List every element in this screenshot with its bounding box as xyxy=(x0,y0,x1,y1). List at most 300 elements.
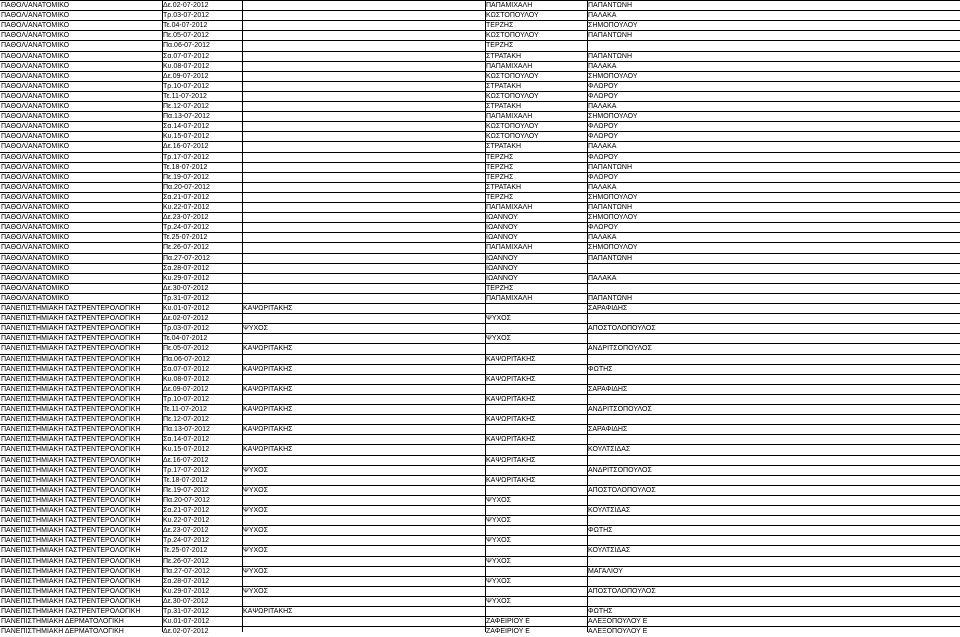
doctor-b-cell: ΚΑΨΩΡΙΤΑΚΗΣ xyxy=(486,416,536,424)
clinic-cell: ΠΑΘΟΛ/ΑΝΑΤΟΜΙΚΟ xyxy=(1,173,70,181)
clinic-cell: ΠΑΘΟΛ/ΑΝΑΤΟΜΙΚΟ xyxy=(1,32,70,40)
date-cell: Τε.11-07-2012 xyxy=(163,92,207,100)
date-cell: Κυ.29-07-2012 xyxy=(163,274,210,282)
doctor-b-cell: ΙΩΑΝΝΟΥ xyxy=(486,234,518,242)
doctor-b-cell: ΨΥΧΟΣ xyxy=(486,315,511,323)
date-cell: Δε.09-07-2012 xyxy=(163,385,209,393)
doctor-a-cell: ΚΑΨΩΡΙΤΑΚΗΣ xyxy=(243,365,293,373)
table-row xyxy=(0,152,960,162)
doctor-a-cell: ΨΥΧΟΣ xyxy=(243,466,268,474)
table-row xyxy=(0,404,960,414)
table-row xyxy=(0,505,960,515)
table-row xyxy=(0,162,960,172)
clinic-cell: ΠΑΘΟΛ/ΑΝΑΤΟΜΙΚΟ xyxy=(1,254,70,262)
date-cell: Πε.26-07-2012 xyxy=(163,244,209,252)
table-row xyxy=(0,525,960,535)
table-row xyxy=(0,222,960,232)
doctor-c-cell: ΦΛΩΡΟΥ xyxy=(588,92,619,100)
doctor-b-cell: ΚΩΣΤΟΠΟΥΛΟΥ xyxy=(486,92,539,100)
doctor-b-cell: ΨΥΧΟΣ xyxy=(486,335,511,343)
table-row xyxy=(0,283,960,293)
clinic-cell: ΠΑΘΟΛ/ΑΝΑΤΟΜΙΚΟ xyxy=(1,12,70,20)
doctor-c-cell: ΣΗΜΟΠΟΥΛΟΥ xyxy=(588,244,638,252)
clinic-cell: ΠΑΝΕΠΙΣΤΗΜΙΑΚΗ ΓΑΣΤΡΕΝΤΕΡΟΛΟΓΙΚΗ xyxy=(1,406,141,413)
doctor-b-cell: ΣΤΡΑΤΑΚΗ xyxy=(486,82,522,90)
clinic-cell: ΠΑΘΟΛ/ΑΝΑΤΟΜΙΚΟ xyxy=(1,224,70,232)
date-cell: Κυ.01-07-2012 xyxy=(163,305,210,312)
column-divider-doctor-a xyxy=(242,0,243,632)
clinic-cell: ΠΑΝΕΠΙΣΤΗΜΙΑΚΗ ΓΑΣΤΡΕΝΤΕΡΟΛΟΓΙΚΗ xyxy=(1,597,141,605)
clinic-cell: ΠΑΝΕΠΙΣΤΗΜΙΑΚΗ ΓΑΣΤΡΕΝΤΕΡΟΛΟΓΙΚΗ xyxy=(1,577,141,585)
doctor-b-cell: ΙΩΑΝΝΟΥ xyxy=(486,214,518,222)
clinic-cell: ΠΑΝΕΠΙΣΤΗΜΙΑΚΗ ΓΑΣΤΡΕΝΤΕΡΟΛΟΓΙΚΗ xyxy=(1,456,141,464)
clinic-cell: ΠΑΝΕΠΙΣΤΗΜΙΑΚΗ ΓΑΣΤΡΕΝΤΕΡΟΛΟΓΙΚΗ xyxy=(1,466,141,474)
clinic-cell: ΠΑΝΕΠΙΣΤΗΜΙΑΚΗ ΓΑΣΤΡΕΝΤΕΡΟΛΟΓΙΚΗ xyxy=(1,446,141,454)
clinic-cell: ΠΑΘΟΛ/ΑΝΑΤΟΜΙΚΟ xyxy=(1,244,70,252)
table-row xyxy=(0,475,960,485)
doctor-a-cell: ΚΑΨΩΡΙΤΑΚΗΣ xyxy=(243,345,293,353)
clinic-cell: ΠΑΘΟΛ/ΑΝΑΤΟΜΙΚΟ xyxy=(1,133,70,141)
doctor-c-cell: ΠΑΠΑΝΤΩΝΗ xyxy=(588,254,632,262)
doctor-c-cell: ΦΛΩΡΟΥ xyxy=(588,133,619,141)
doctor-b-cell: ΙΩΑΝΝΟΥ xyxy=(486,224,518,232)
doctor-c-cell: ΚΟΥΛΤΣΙΔΑΣ xyxy=(588,547,631,555)
doctor-b-cell: ΣΤΡΑΤΑΚΗ xyxy=(486,183,522,191)
clinic-cell: ΠΑΘΟΛ/ΑΝΑΤΟΜΙΚΟ xyxy=(1,264,70,272)
table-row xyxy=(0,51,960,61)
doctor-c-cell: ΑΠΟΣΤΟΛΟΠΟΥΛΟΣ xyxy=(588,486,656,494)
doctor-a-cell: ΨΥΧΟΣ xyxy=(243,325,268,333)
date-cell: Δε.16-07-2012 xyxy=(163,143,209,151)
date-cell: Πε.12-07-2012 xyxy=(163,103,209,110)
doctor-b-cell: ΚΩΣΤΟΠΟΥΛΟΥ xyxy=(486,133,539,141)
doctor-b-cell: ΨΥΧΟΣ xyxy=(486,557,511,565)
clinic-cell: ΠΑΝΕΠΙΣΤΗΜΙΑΚΗ ΓΑΣΤΡΕΝΤΕΡΟΛΟΓΙΚΗ xyxy=(1,395,141,403)
doctor-b-cell: ΚΩΣΤΟΠΟΥΛΟΥ xyxy=(486,72,539,80)
doctor-c-cell: ΠΑΛΑΚΑ xyxy=(588,103,617,110)
doctor-c-cell: ΚΟΥΛΤΣΙΔΑΣ xyxy=(588,507,631,514)
doctor-b-cell: ΨΥΧΟΣ xyxy=(486,597,511,605)
table-row xyxy=(0,202,960,212)
doctor-b-cell: ΚΩΣΤΟΠΟΥΛΟΥ xyxy=(486,123,539,131)
clinic-cell: ΠΑΝΕΠΙΣΤΗΜΙΑΚΗ ΓΑΣΤΡΕΝΤΕΡΟΛΟΓΙΚΗ xyxy=(1,385,141,393)
table-row xyxy=(0,354,960,364)
date-cell: Κυ.08-07-2012 xyxy=(163,375,210,383)
doctor-b-cell: ΨΥΧΟΣ xyxy=(486,537,511,545)
date-cell: Πε.12-07-2012 xyxy=(163,416,209,424)
date-cell: Κυ.22-07-2012 xyxy=(163,204,210,211)
doctor-b-cell: ΖΑΦΕΙΡΙΟΥ Ε xyxy=(486,628,530,636)
table-row xyxy=(0,343,960,353)
doctor-c-cell: ΣΑΡΑΦΙΔΗΣ xyxy=(588,426,628,434)
clinic-cell: ΠΑΝΕΠΙΣΤΗΜΙΑΚΗ ΓΑΣΤΡΕΝΤΕΡΟΛΟΓΙΚΗ xyxy=(1,315,141,323)
doctor-b-cell: ΤΕΡΖΗΣ xyxy=(486,22,514,30)
doctor-c-cell: ΠΑΠΑΝΤΩΝΗ xyxy=(588,163,632,171)
table-row xyxy=(0,495,960,505)
date-cell: Πα.27-07-2012 xyxy=(163,567,210,575)
column-divider-doctor-c xyxy=(587,0,588,632)
date-cell: Σα.14-07-2012 xyxy=(163,436,210,444)
clinic-cell: ΠΑΘΟΛ/ΑΝΑΤΟΜΙΚΟ xyxy=(1,22,70,30)
doctor-c-cell: ΣΑΡΑΦΙΔΗΣ xyxy=(588,305,628,312)
table-row xyxy=(0,71,960,81)
doctor-b-cell: ΠΑΠΑΜΙΧΑΛΗ xyxy=(486,113,533,121)
table-row xyxy=(0,535,960,545)
table-row xyxy=(0,10,960,20)
column-divider-date xyxy=(162,0,163,632)
doctor-c-cell: ΑΠΟΣΤΟΛΟΠΟΥΛΟΣ xyxy=(588,587,656,595)
clinic-cell: ΠΑΝΕΠΙΣΤΗΜΙΑΚΗ ΓΑΣΤΡΕΝΤΕΡΟΛΟΓΙΚΗ xyxy=(1,426,141,434)
table-row xyxy=(0,303,960,313)
date-cell: Τε.25-07-2012 xyxy=(163,234,208,242)
clinic-cell: ΠΑΝΕΠΙΣΤΗΜΙΑΚΗ ΓΑΣΤΡΕΝΤΕΡΟΛΟΓΙΚΗ xyxy=(1,547,141,555)
date-cell: Δε.30-07-2012 xyxy=(163,284,209,292)
date-cell: Δε.30-07-2012 xyxy=(163,597,209,605)
doctor-b-cell: ΠΑΠΑΜΙΧΑΛΗ xyxy=(486,2,533,9)
clinic-cell: ΠΑΝΕΠΙΣΤΗΜΙΑΚΗ ΓΑΣΤΡΕΝΤΕΡΟΛΟΓΙΚΗ xyxy=(1,486,141,494)
clinic-cell: ΠΑΘΟΛ/ΑΝΑΤΟΜΙΚΟ xyxy=(1,284,70,292)
doctor-c-cell: ΠΑΠΑΝΤΩΝΗ xyxy=(588,32,632,40)
doctor-c-cell: ΦΛΩΡΟΥ xyxy=(588,173,619,181)
table-row xyxy=(0,576,960,586)
clinic-cell: ΠΑΝΕΠΙΣΤΗΜΙΑΚΗ ΓΑΣΤΡΕΝΤΕΡΟΛΟΓΙΚΗ xyxy=(1,335,141,343)
table-row xyxy=(0,131,960,141)
clinic-cell: ΠΑΘΟΛ/ΑΝΑΤΟΜΙΚΟ xyxy=(1,62,70,70)
doctor-b-cell: ΨΥΧΟΣ xyxy=(486,577,511,585)
doctor-a-cell: ΚΑΨΩΡΙΤΑΚΗΣ xyxy=(243,385,293,393)
clinic-cell: ΠΑΘΟΛ/ΑΝΑΤΟΜΙΚΟ xyxy=(1,234,70,242)
table-row xyxy=(0,485,960,495)
table-row xyxy=(0,465,960,475)
date-cell: Κυ.08-07-2012 xyxy=(163,62,210,70)
table-row xyxy=(0,273,960,283)
doctor-c-cell: ΠΑΠΑΝΤΩΝΗ xyxy=(588,204,632,211)
doctor-c-cell: ΦΛΩΡΟΥ xyxy=(588,123,619,131)
clinic-cell: ΠΑΝΕΠΙΣΤΗΜΙΑΚΗ ΓΑΣΤΡΕΝΤΕΡΟΛΟΓΙΚΗ xyxy=(1,517,141,525)
clinic-cell: ΠΑΝΕΠΙΣΤΗΜΙΑΚΗ ΓΑΣΤΡΕΝΤΕΡΟΛΟΓΙΚΗ xyxy=(1,496,141,504)
table-row xyxy=(0,91,960,101)
clinic-cell: ΠΑΘΟΛ/ΑΝΑΤΟΜΙΚΟ xyxy=(1,163,70,171)
clinic-cell: ΠΑΘΟΛ/ΑΝΑΤΟΜΙΚΟ xyxy=(1,113,70,121)
doctor-b-cell: ΣΤΡΑΤΑΚΗ xyxy=(486,52,522,60)
doctor-b-cell: ΤΕΡΖΗΣ xyxy=(486,153,514,161)
doctor-b-cell: ΤΕΡΖΗΣ xyxy=(486,42,514,50)
doctor-c-cell: ΑΝΔΡΙΤΣΟΠΟΥΛΟΣ xyxy=(588,466,652,474)
table-row xyxy=(0,101,960,111)
table-row xyxy=(0,0,960,10)
table-row xyxy=(0,323,960,333)
doctor-b-cell: ΙΩΑΝΝΟΥ xyxy=(486,274,518,282)
clinic-cell: ΠΑΝΕΠΙΣΤΗΜΙΑΚΗ ΓΑΣΤΡΕΝΤΕΡΟΛΟΓΙΚΗ xyxy=(1,608,141,615)
doctor-c-cell: ΠΑΛΑΚΑ xyxy=(588,62,617,70)
clinic-cell: ΠΑΘΟΛ/ΑΝΑΤΟΜΙΚΟ xyxy=(1,183,70,191)
clinic-cell: ΠΑΝΕΠΙΣΤΗΜΙΑΚΗ ΓΑΣΤΡΕΝΤΕΡΟΛΟΓΙΚΗ xyxy=(1,305,141,312)
clinic-cell: ΠΑΝΕΠΙΣΤΗΜΙΑΚΗ ΓΑΣΤΡΕΝΤΕΡΟΛΟΓΙΚΗ xyxy=(1,527,141,535)
table-row xyxy=(0,61,960,71)
clinic-cell: ΠΑΘΟΛ/ΑΝΑΤΟΜΙΚΟ xyxy=(1,274,70,282)
doctor-c-cell: ΦΩΤΗΣ xyxy=(588,365,613,373)
date-cell: Τε.18-07-2012 xyxy=(163,163,208,171)
clinic-cell: ΠΑΝΕΠΙΣΤΗΜΙΑΚΗ ΓΑΣΤΡΕΝΤΕΡΟΛΟΓΙΚΗ xyxy=(1,537,141,545)
clinic-cell: ΠΑΘΟΛ/ΑΝΑΤΟΜΙΚΟ xyxy=(1,42,70,50)
date-cell: Πα.27-07-2012 xyxy=(163,254,210,262)
clinic-cell: ΠΑΝΕΠΙΣΤΗΜΙΑΚΗ ΓΑΣΤΡΕΝΤΕΡΟΛΟΓΙΚΗ xyxy=(1,365,141,373)
date-cell: Σα.28-07-2012 xyxy=(163,264,210,272)
clinic-cell: ΠΑΘΟΛ/ΑΝΑΤΟΜΙΚΟ xyxy=(1,82,70,90)
table-row xyxy=(0,141,960,151)
doctor-c-cell: ΦΛΩΡΟΥ xyxy=(588,224,619,232)
doctor-b-cell: ΠΑΠΑΜΙΧΑΛΗ xyxy=(486,244,533,252)
doctor-a-cell: ΨΥΧΟΣ xyxy=(243,587,268,595)
table-row xyxy=(0,394,960,404)
table-row xyxy=(0,545,960,555)
clinic-cell: ΠΑΝΕΠΙΣΤΗΜΙΑΚΗ ΓΑΣΤΡΕΝΤΕΡΟΛΟΓΙΚΗ xyxy=(1,587,141,595)
clinic-cell: ΠΑΘΟΛ/ΑΝΑΤΟΜΙΚΟ xyxy=(1,214,70,222)
date-cell: Δε.02-07-2012 xyxy=(163,2,209,9)
doctor-b-cell: ΚΩΣΤΟΠΟΥΛΟΥ xyxy=(486,12,539,20)
table-row xyxy=(0,515,960,525)
doctor-c-cell: ΚΟΥΛΤΣΙΔΑΣ xyxy=(588,446,631,454)
column-divider-doctor-b xyxy=(485,0,486,632)
date-cell: Κυ.01-07-2012 xyxy=(163,618,210,626)
doctor-b-cell: ΠΑΠΑΜΙΧΑΛΗ xyxy=(486,294,533,302)
clinic-cell: ΠΑΝΕΠΙΣΤΗΜΙΑΚΗ ΓΑΣΤΡΕΝΤΕΡΟΛΟΓΙΚΗ xyxy=(1,325,141,333)
table-row xyxy=(0,566,960,576)
doctor-b-cell: ΠΑΠΑΜΙΧΑΛΗ xyxy=(486,62,533,70)
date-cell: Σα.28-07-2012 xyxy=(163,577,210,585)
date-cell: Τρ.24-07-2012 xyxy=(163,224,210,232)
doctor-b-cell: ΚΑΨΩΡΙΤΑΚΗΣ xyxy=(486,375,536,383)
date-cell: Τρ.24-07-2012 xyxy=(163,537,210,545)
date-cell: Τρ.10-07-2012 xyxy=(163,395,210,403)
date-cell: Δε.09-07-2012 xyxy=(163,72,209,80)
doctor-c-cell: ΠΑΛΑΚΑ xyxy=(588,183,617,191)
doctor-c-cell: ΑΝΔΡΙΤΣΟΠΟΥΛΟΣ xyxy=(588,406,652,413)
table-row xyxy=(0,414,960,424)
clinic-cell: ΠΑΝΕΠΙΣΤΗΜΙΑΚΗ ΓΑΣΤΡΕΝΤΕΡΟΛΟΓΙΚΗ xyxy=(1,355,141,363)
table-row xyxy=(0,606,960,616)
doctor-b-cell: ΙΩΑΝΝΟΥ xyxy=(486,254,518,262)
table-row xyxy=(0,384,960,394)
doctor-c-cell: ΑΝΔΡΙΤΣΟΠΟΥΛΟΣ xyxy=(588,345,652,353)
table-row xyxy=(0,596,960,606)
doctor-c-cell: ΠΑΛΑΚΑ xyxy=(588,234,617,242)
date-cell: Σα.07-07-2012 xyxy=(163,52,210,60)
date-cell: Πε.19-07-2012 xyxy=(163,173,209,181)
date-cell: Δε.23-07-2012 xyxy=(163,214,209,222)
date-cell: Δε.02-07-2012 xyxy=(163,315,209,323)
doctor-c-cell: ΠΑΛΑΚΑ xyxy=(588,12,617,20)
doctor-c-cell: ΣΗΜΟΠΟΥΛΟΥ xyxy=(588,214,638,222)
doctor-b-cell: ΠΑΠΑΜΙΧΑΛΗ xyxy=(486,204,533,211)
table-row xyxy=(0,20,960,30)
doctor-c-cell: ΣΗΜΟΠΟΥΛΟΥ xyxy=(588,22,638,30)
table-row xyxy=(0,364,960,374)
doctor-a-cell: ΨΥΧΟΣ xyxy=(243,486,268,494)
date-cell: Σα.07-07-2012 xyxy=(163,365,210,373)
date-cell: Δε.16-07-2012 xyxy=(163,456,209,464)
doctor-c-cell: ΠΑΠΑΝΤΩΝΗ xyxy=(588,294,632,302)
date-cell: Τρ.03-07-2012 xyxy=(163,325,210,333)
date-cell: Τρ.17-07-2012 xyxy=(163,466,210,474)
date-cell: Πα.20-07-2012 xyxy=(163,183,210,191)
clinic-cell: ΠΑΘΟΛ/ΑΝΑΤΟΜΙΚΟ xyxy=(1,123,70,131)
clinic-cell: ΠΑΘΟΛ/ΑΝΑΤΟΜΙΚΟ xyxy=(1,204,70,211)
table-row xyxy=(0,616,960,626)
doctor-b-cell: ΤΕΡΖΗΣ xyxy=(486,193,514,201)
date-cell: Τρ.17-07-2012 xyxy=(163,153,210,161)
clinic-cell: ΠΑΝΕΠΙΣΤΗΜΙΑΚΗ ΓΑΣΤΡΕΝΤΕΡΟΛΟΓΙΚΗ xyxy=(1,476,141,484)
table-row xyxy=(0,333,960,343)
date-cell: Πα.06-07-2012 xyxy=(163,42,210,50)
table-row xyxy=(0,212,960,222)
doctor-c-cell: ΦΩΤΗΣ xyxy=(588,608,613,615)
table-row xyxy=(0,40,960,50)
clinic-cell: ΠΑΘΟΛ/ΑΝΑΤΟΜΙΚΟ xyxy=(1,92,70,100)
doctor-c-cell: ΠΑΛΑΚΑ xyxy=(588,274,617,282)
doctor-b-cell: ΚΑΨΩΡΙΤΑΚΗΣ xyxy=(486,395,536,403)
date-cell: Τρ.03-07-2012 xyxy=(163,12,210,20)
date-cell: Τε.18-07-2012 xyxy=(163,476,208,484)
clinic-cell: ΠΑΘΟΛ/ΑΝΑΤΟΜΙΚΟ xyxy=(1,52,70,60)
table-row xyxy=(0,444,960,454)
doctor-c-cell: ΣΗΜΟΠΟΥΛΟΥ xyxy=(588,72,638,80)
date-cell: Πα.20-07-2012 xyxy=(163,496,210,504)
date-cell: Τε.04-07-2012 xyxy=(163,22,208,30)
date-cell: Δε.23-07-2012 xyxy=(163,527,209,535)
table-row xyxy=(0,121,960,131)
date-cell: Σα.14-07-2012 xyxy=(163,123,210,131)
clinic-cell: ΠΑΘΟΛ/ΑΝΑΤΟΜΙΚΟ xyxy=(1,294,70,302)
date-cell: Πε.19-07-2012 xyxy=(163,486,209,494)
table-row xyxy=(0,374,960,384)
table-row xyxy=(0,586,960,596)
doctor-b-cell: ΚΑΨΩΡΙΤΑΚΗΣ xyxy=(486,456,536,464)
date-cell: Κυ.29-07-2012 xyxy=(163,587,210,595)
doctor-a-cell xyxy=(243,627,483,637)
table-row xyxy=(0,182,960,192)
doctor-c-cell: ΑΛΕΞΟΠΟΥΛΟΥ Ε xyxy=(588,618,648,626)
doctor-b-cell: ΙΩΑΝΝΟΥ xyxy=(486,264,518,272)
date-cell: Δε.02-07-2012 xyxy=(163,628,209,636)
clinic-cell: ΠΑΘΟΛ/ΑΝΑΤΟΜΙΚΟ xyxy=(1,193,70,201)
doctor-b-cell: ΨΥΧΟΣ xyxy=(486,496,511,504)
doctor-a-cell: ΨΥΧΟΣ xyxy=(243,507,268,514)
date-cell: Κυ.15-07-2012 xyxy=(163,133,210,141)
table-row xyxy=(0,242,960,252)
table-row xyxy=(0,192,960,202)
date-cell: Πε.26-07-2012 xyxy=(163,557,209,565)
date-cell: Πα.13-07-2012 xyxy=(163,426,210,434)
doctor-b-cell: ΣΤΡΑΤΑΚΗ xyxy=(486,143,522,151)
doctor-a-cell: ΚΑΨΩΡΙΤΑΚΗΣ xyxy=(243,446,293,454)
clinic-cell: ΠΑΝΕΠΙΣΤΗΜΙΑΚΗ ΓΑΣΤΡΕΝΤΕΡΟΛΟΓΙΚΗ xyxy=(1,416,141,424)
doctor-a-cell: ΨΥΧΟΣ xyxy=(243,567,268,575)
doctor-a-cell: ΨΥΧΟΣ xyxy=(243,547,268,555)
doctor-c-cell: ΠΑΠΑΝΤΩΝΗ xyxy=(588,2,632,9)
table-row xyxy=(0,455,960,465)
doctor-c-cell: ΣΗΜΟΠΟΥΛΟΥ xyxy=(588,193,638,201)
doctor-a-cell: ΚΑΨΩΡΙΤΑΚΗΣ xyxy=(243,406,293,413)
date-cell: Τρ.10-07-2012 xyxy=(163,82,210,90)
date-cell: Πε.05-07-2012 xyxy=(163,345,209,353)
table-row xyxy=(0,293,960,303)
clinic-cell: ΠΑΘΟΛ/ΑΝΑΤΟΜΙΚΟ xyxy=(1,72,70,80)
doctor-c-cell: ΑΠΟΣΤΟΛΟΠΟΥΛΟΣ xyxy=(588,325,656,333)
doctor-b-cell: ΚΑΨΩΡΙΤΑΚΗΣ xyxy=(486,476,536,484)
clinic-cell: ΠΑΝΕΠΙΣΤΗΜΙΑΚΗ ΔΕΡΜΑΤΟΛΟΓΙΚΗ xyxy=(1,618,124,626)
doctor-b-cell: ΚΩΣΤΟΠΟΥΛΟΥ xyxy=(486,32,539,40)
table-row xyxy=(0,81,960,91)
doctor-c-cell: ΠΑΛΑΚΑ xyxy=(588,143,617,151)
date-cell: Κυ.22-07-2012 xyxy=(163,517,210,525)
clinic-cell: ΠΑΝΕΠΙΣΤΗΜΙΑΚΗ ΓΑΣΤΡΕΝΤΕΡΟΛΟΓΙΚΗ xyxy=(1,567,141,575)
doctor-c-cell: ΦΛΩΡΟΥ xyxy=(588,82,619,90)
doctor-b-cell: ΤΕΡΖΗΣ xyxy=(486,163,514,171)
doctor-c-cell: ΦΛΩΡΟΥ xyxy=(588,153,619,161)
doctor-b-cell: ΖΑΦΕΙΡΙΟΥ Ε xyxy=(486,618,530,626)
clinic-cell: ΠΑΝΕΠΙΣΤΗΜΙΑΚΗ ΓΑΣΤΡΕΝΤΕΡΟΛΟΓΙΚΗ xyxy=(1,436,141,444)
doctor-c-cell: ΦΩΤΗΣ xyxy=(588,527,613,535)
doctor-c-cell: ΑΛΕΞΟΠΟΥΛΟΥ Ε xyxy=(588,628,648,636)
doctor-c-cell: ΣΗΜΟΠΟΥΛΟΥ xyxy=(588,113,638,121)
doctor-a-cell: ΚΑΨΩΡΙΤΑΚΗΣ xyxy=(243,608,293,615)
table-row xyxy=(0,172,960,182)
date-cell: Πε.05-07-2012 xyxy=(163,32,209,40)
doctor-b-cell: ΚΑΨΩΡΙΤΑΚΗΣ xyxy=(486,436,536,444)
doctor-a-cell: ΨΥΧΟΣ xyxy=(243,527,268,535)
date-cell: Τε.11-07-2012 xyxy=(163,406,207,413)
doctor-a-cell: ΚΑΨΩΡΙΤΑΚΗΣ xyxy=(243,426,293,434)
date-cell: Πα.06-07-2012 xyxy=(163,355,210,363)
date-cell: Πα.13-07-2012 xyxy=(163,113,210,121)
date-cell: Κυ.15-07-2012 xyxy=(163,446,210,454)
date-cell: Σα.21-07-2012 xyxy=(163,193,210,201)
date-cell: Τρ.31-07-2012 xyxy=(163,608,210,615)
date-cell: Σα.21-07-2012 xyxy=(163,507,210,514)
clinic-cell: ΠΑΘΟΛ/ΑΝΑΤΟΜΙΚΟ xyxy=(1,103,70,110)
table-row xyxy=(0,313,960,323)
clinic-cell: ΠΑΝΕΠΙΣΤΗΜΙΑΚΗ ΓΑΣΤΡΕΝΤΕΡΟΛΟΓΙΚΗ xyxy=(1,557,141,565)
clinic-cell: ΠΑΝΕΠΙΣΤΗΜΙΑΚΗ ΓΑΣΤΡΕΝΤΕΡΟΛΟΓΙΚΗ xyxy=(1,507,141,514)
table-row xyxy=(0,556,960,566)
doctor-c-cell: ΣΑΡΑΦΙΔΗΣ xyxy=(588,385,628,393)
clinic-cell: ΠΑΘΟΛ/ΑΝΑΤΟΜΙΚΟ xyxy=(1,153,70,161)
doctor-b-cell: ΣΤΡΑΤΑΚΗ xyxy=(486,103,522,110)
table-row xyxy=(0,111,960,121)
date-cell: Τε.04-07-2012 xyxy=(163,335,208,343)
doctor-b-cell: ΚΑΨΩΡΙΤΑΚΗΣ xyxy=(486,355,536,363)
doctor-a-cell: ΚΑΨΩΡΙΤΑΚΗΣ xyxy=(243,305,293,312)
doctor-b-cell: ΤΕΡΖΗΣ xyxy=(486,284,514,292)
table-row xyxy=(0,263,960,273)
doctor-c-cell: ΜΑΓΑΛΙΟΥ xyxy=(588,567,623,575)
table-row xyxy=(0,232,960,242)
date-cell: Τρ.31-07-2012 xyxy=(163,294,210,302)
doctor-b-cell: ΤΕΡΖΗΣ xyxy=(486,173,514,181)
clinic-cell: ΠΑΝΕΠΙΣΤΗΜΙΑΚΗ ΔΕΡΜΑΤΟΛΟΓΙΚΗ xyxy=(1,628,124,636)
clinic-cell: ΠΑΝΕΠΙΣΤΗΜΙΑΚΗ ΓΑΣΤΡΕΝΤΕΡΟΛΟΓΙΚΗ xyxy=(1,375,141,383)
table-row xyxy=(0,626,960,636)
clinic-cell: ΠΑΝΕΠΙΣΤΗΜΙΑΚΗ ΓΑΣΤΡΕΝΤΕΡΟΛΟΓΙΚΗ xyxy=(1,345,141,353)
clinic-cell: ΠΑΘΟΛ/ΑΝΑΤΟΜΙΚΟ xyxy=(1,143,70,151)
table-row xyxy=(0,253,960,263)
clinic-cell: ΠΑΘΟΛ/ΑΝΑΤΟΜΙΚΟ xyxy=(1,2,70,9)
doctor-c-cell: ΠΑΠΑΝΤΩΝΗ xyxy=(588,52,632,60)
table-row xyxy=(0,434,960,444)
date-cell: Τε.25-07-2012 xyxy=(163,547,208,555)
doctor-b-cell: ΨΥΧΟΣ xyxy=(486,517,511,525)
